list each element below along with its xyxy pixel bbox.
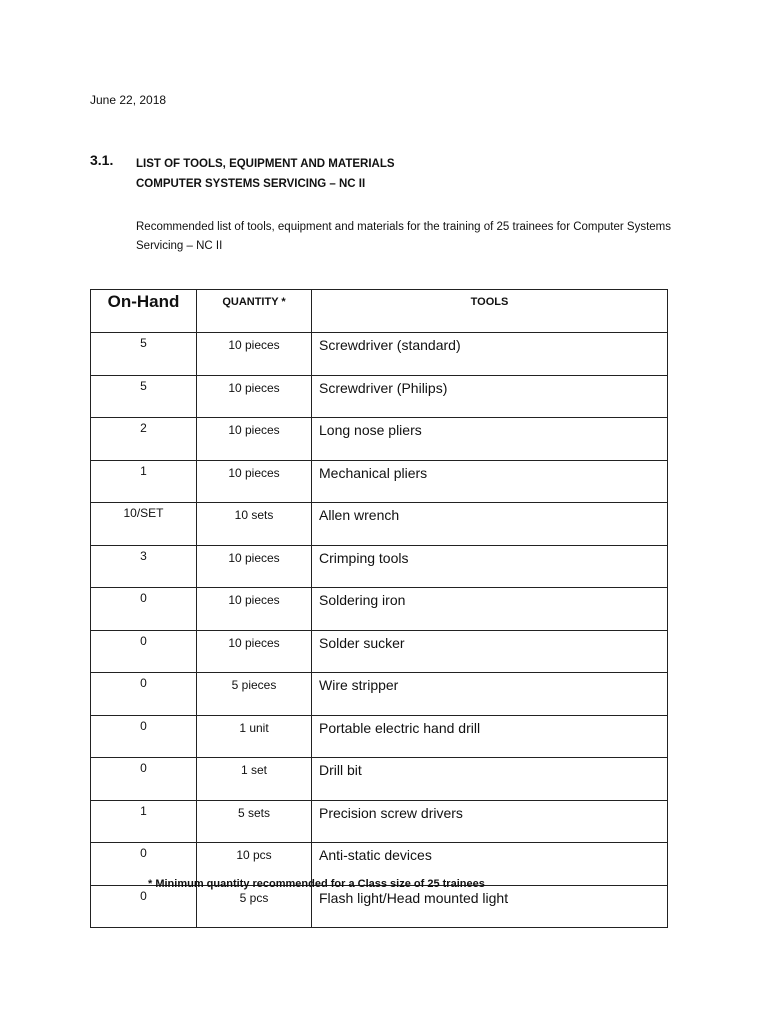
- on-hand-cell: 5: [91, 375, 197, 418]
- quantity-cell: 5 pcs: [197, 885, 312, 928]
- on-hand-cell: 3: [91, 545, 197, 588]
- tool-name-cell: Precision screw drivers: [312, 800, 668, 843]
- document-date: June 22, 2018: [90, 93, 167, 107]
- table-row: [91, 673, 668, 716]
- on-hand-cell: 1: [91, 460, 197, 503]
- quantity-cell: 5 sets: [197, 800, 312, 843]
- on-hand-cell: 0: [91, 758, 197, 801]
- on-hand-cell: 0: [91, 885, 197, 928]
- on-hand-cell: 10/SET: [91, 503, 197, 546]
- quantity-cell: 10 sets: [197, 503, 312, 546]
- on-hand-cell: 5: [91, 333, 197, 376]
- quantity-cell: 10 pcs: [197, 843, 312, 886]
- quantity-cell: 10 pieces: [197, 545, 312, 588]
- quantity-cell: 10 pieces: [197, 375, 312, 418]
- header-quantity: QUANTITY *: [197, 290, 312, 333]
- tool-name-cell: Screwdriver (Philips): [312, 375, 668, 418]
- tool-name-cell: Anti-static devices: [312, 843, 668, 886]
- quantity-cell: 10 pieces: [197, 630, 312, 673]
- on-hand-cell: 0: [91, 630, 197, 673]
- table-row: [91, 885, 668, 928]
- tool-name-cell: Wire stripper: [312, 673, 668, 716]
- quantity-cell: 10 pieces: [197, 460, 312, 503]
- table-row: [91, 503, 668, 546]
- section-title-line-1: LIST OF TOOLS, EQUIPMENT AND MATERIALS: [136, 158, 395, 170]
- table-header-row: [91, 290, 668, 333]
- section-title: [136, 154, 395, 194]
- tool-name-cell: Allen wrench: [312, 503, 668, 546]
- tool-name-cell: Soldering iron: [312, 588, 668, 631]
- on-hand-cell: 1: [91, 800, 197, 843]
- on-hand-cell: 0: [91, 588, 197, 631]
- tool-name-cell: Screwdriver (standard): [312, 333, 668, 376]
- on-hand-cell: 0: [91, 673, 197, 716]
- quantity-cell: 10 pieces: [197, 418, 312, 461]
- table-row: [91, 630, 668, 673]
- section-title-line-2: COMPUTER SYSTEMS SERVICING – NC II: [136, 178, 366, 190]
- table-row: [91, 460, 668, 503]
- section-number: 3.1.: [90, 152, 114, 168]
- header-on-hand: On-Hand: [91, 290, 197, 333]
- on-hand-cell: 2: [91, 418, 197, 461]
- header-tools: TOOLS: [312, 290, 668, 333]
- table-row: [91, 800, 668, 843]
- quantity-cell: 5 pieces: [197, 673, 312, 716]
- on-hand-cell: 0: [91, 843, 197, 886]
- table-row: [91, 588, 668, 631]
- intro-paragraph: Recommended list of tools, equipment and materials for the training of 25 trainees for Computer Systems Servicing – NC II: [136, 221, 672, 252]
- tool-name-cell: Drill bit: [312, 758, 668, 801]
- quantity-cell: 1 unit: [197, 715, 312, 758]
- tool-name-cell: Portable electric hand drill: [312, 715, 668, 758]
- quantity-cell: 10 pieces: [197, 588, 312, 631]
- tool-name-cell: Crimping tools: [312, 545, 668, 588]
- tools-table: [90, 289, 668, 928]
- tool-name-cell: Long nose pliers: [312, 418, 668, 461]
- footnote: * Minimum quantity recommended for a Class size of 25 trainees: [148, 878, 485, 890]
- tool-name-cell: Mechanical pliers: [312, 460, 668, 503]
- table-row: [91, 715, 668, 758]
- on-hand-cell: 0: [91, 715, 197, 758]
- table-row: [91, 418, 668, 461]
- tool-name-cell: Flash light/Head mounted light: [312, 885, 668, 928]
- tools-table-body: [91, 333, 668, 928]
- table-row: [91, 333, 668, 376]
- table-row: [91, 545, 668, 588]
- quantity-cell: 10 pieces: [197, 333, 312, 376]
- quantity-cell: 1 set: [197, 758, 312, 801]
- table-row: [91, 375, 668, 418]
- tool-name-cell: Solder sucker: [312, 630, 668, 673]
- table-row: [91, 758, 668, 801]
